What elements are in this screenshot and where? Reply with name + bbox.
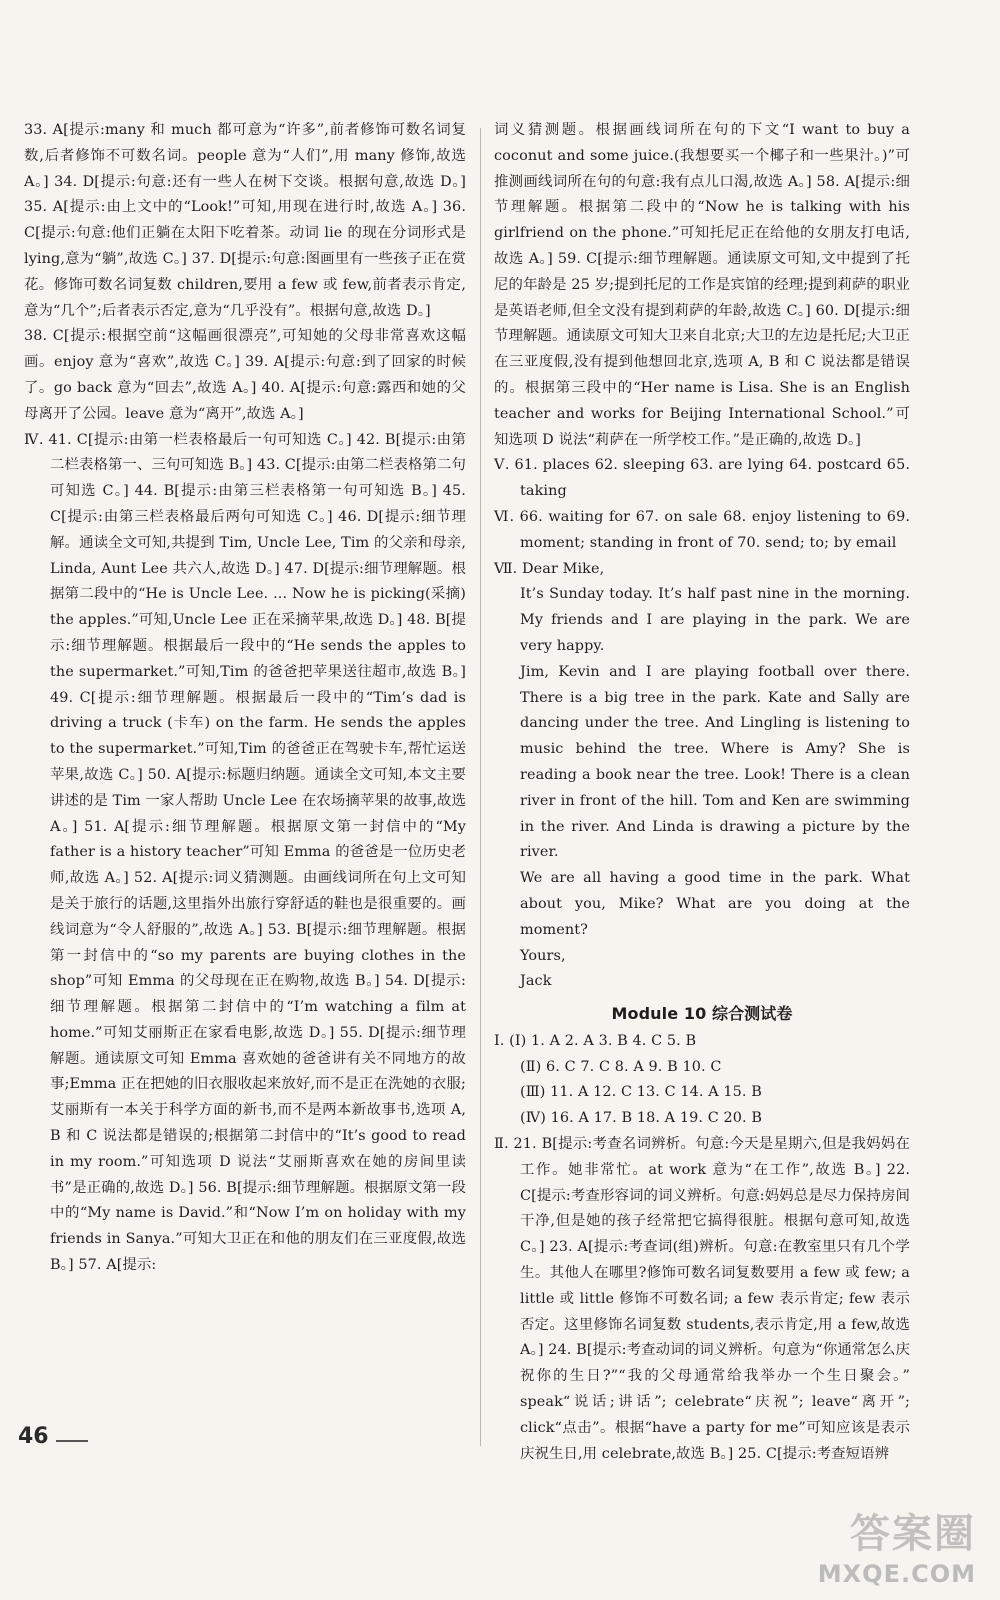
answer-block: 38. C[提示:根据空前“这幅画很漂亮”,可知她的父母非常喜欢这幅画。enjoy 意为“喜欢”,故选 C。] 39. A[提示:句意:到了回家的时候了。go back 意为“回去”,故选 A。] 40. A[提示:句意:露西和她的父母离开了公园。leave 意为“离开”,故选 A。] [24, 328, 466, 422]
column-divider [480, 128, 481, 1446]
answer-row: (Ⅲ) 11. A 12. C 13. C 14. A 15. B [520, 1084, 762, 1101]
page-number: 46 [18, 1424, 49, 1449]
letter-paragraph: We are all having a good time in the park. What about you, Mike? What are you doing at the moment? [520, 870, 910, 938]
answer-block: 33. A[提示:many 和 much 都可意为“许多”,前者修饰可数名词复数,后者修饰不可数名词。people 意为“人们”,用 many 修饰,故选 A。] 34. D[提示:句意:还有一些人在树下交谈。根据句意,故选 D。] 35. A[提示:由上文中的“Look!”可知,用现在进行时,故选 A。] 36. C[提示:句意:他们正躺在太阳下吃着茶。动词 lie 的现在分词形式是 lying,意为“躺”,故选 C。] 37. D[提示:句意:图画里有一些孩子正在赏花。修饰可数名词复数 children,要用 a few 或 few,前者表示肯定,意为“几个”;后者表示否定,意为“几乎没有”。根据句意,故选 D。] [24, 122, 466, 319]
answer-row: (Ⅳ) 16. A 17. B 18. A 19. C 20. B [520, 1110, 763, 1127]
answer-row: (Ⅱ) 6. C 7. C 8. A 9. B 10. C [520, 1058, 722, 1075]
answer-block: Ⅳ. 41. C[提示:由第一栏表格最后一句可知选 C。] 42. B[提示:由第二栏表格第一、三句可知选 B。] 43. C[提示:由第二栏表格第二句可知选 C。] 44. B[提示:由第三栏表格第一句可知选 B。] 45. C[提示:由第三栏表格最后两句可知选 C。] 46. D[提示:细节理解。通读全文可知,共提到 Tim, Uncle Lee, Tim 的父亲和母亲, Linda, Aunt Lee 共六人,故选 D。] 47. D[提示:细节理解题。根据第二段中的“He is Uncle Lee. ... Now he is picking(采摘) the apples.”可知,Uncle Lee 正在采摘苹果,故选 D。] 48. B[提示:细节理解题。根据最后一段中的“He sends the apples to the supermarket.”可知,Tim 的爸爸把苹果送往超市,故选 B。] 49. C[提示:细节理解题。根据最后一段中的“Tim’s dad is driving a truck (卡车) on the farm. He sends the apples to the supermarket.”可知,Tim 的爸爸正在驾驶卡车,帮忙运送苹果,故选 C。] 50. A[提示:标题归纳题。通读全文可知,本文主要讲述的是 Tim 一家人帮助 Uncle Lee 在农场摘苹果的故事,故选 A。] 51. A[提示:细节理解题。根据原文第一封信中的“My father is a history teacher”可知 Emma 的爸爸是一位历史老师,故选 A。] 52. A[提示:词义猜测题。由画线词所在句上文可知是关于旅行的话题,这里指外出旅行穿舒适的鞋也是很重要的。画线词意为“令人舒服的”,故选 A。] 53. B[提示:细节理解题。根据第一封信中的“so my parents are buying clothes in the shop”可知 Emma 的父母现在正在购物,故选 B。] 54. D[提示:细节理解题。根据第二封信中的“I’m watching a film at home.”可知艾丽斯正在家看电影,故选 D。] 55. D[提示:细节理解题。通读原文可知 Emma 喜欢她的爸爸讲有关不同地方的故事;Emma 正在把她的旧衣服收起来放好,而不是正在洗她的衣服;艾丽斯有一本关于科学方面的新书,而不是两本新故事书,选项 A, B 和 C 说法都是错误的;根据第二封信中的“It’s good to read in my room.”可知选项 D 说法“艾丽斯喜欢在她的房间里读书”是正确的,故选 D。] 56. B[提示:细节理解题。根据原文第一段中的“My name is David.”和“Now I’m on holiday with my friends in Sanya.”可知大卫正在和他的朋友们在三亚度假,故选 B。] 57. A[提示: [24, 431, 466, 1274]
answer-block: Ⅴ. 61. places 62. sleeping 63. are lying 64. postcard 65. taking [494, 457, 910, 500]
page-number-rule [56, 1440, 88, 1442]
watermark-text: 答案圈 [850, 1511, 976, 1557]
letter-paragraph: Jim, Kevin and I are playing football over there. There is a big tree in the park. Kate and Sally are dancing under the tree. And Lingling is listening to music behind the tree. Where is Amy? She is reading a book near the tree. Look! There is a clean river in front of the hill. Tom and Ken are swimming in the river. And Linda is drawing a picture by the river. [520, 663, 910, 861]
letter-closing: Yours, [520, 947, 566, 964]
answer-block: Ⅱ. 21. B[提示:考查名词辨析。句意:今天是星期六,但是我妈妈在工作。她非常忙。at work 意为“在工作”,故选 B。] 22. C[提示:考查形容词的词义辨析。句意:妈妈总是尽力保持房间干净,但是她的孩子经常把它搞得很脏。根据句意可知,故选 C。] 23. A[提示:考查词(组)辨析。句意:在教室里只有几个学生。其他人在哪里?修饰可数名词复数要用 a few 或 few; a little 或 little 修饰不可数名词; a few 表示肯定; few 表示否定。这里修饰名词复数 students,表示肯定,用 a few,故选 A。] 24. B[提示:考查动词的词义辨析。句意为“你通常怎么庆祝你的生日?”“我的父母通常给我举办一个生日聚会。” speak“说话;讲话”; celebrate“庆祝”; leave“离开”; click“点击”。根据“have a party for me”可知应该是表示庆祝生日,用 celebrate,故选 B。] 25. C[提示:考查短语辨 [494, 1136, 910, 1462]
answer-block: Ⅵ. 66. waiting for 67. on sale 68. enjoy listening to 69. moment; standing in front of 70. send; to; by email [494, 508, 910, 551]
answer-block: 词义猜测题。根据画线词所在句的下文“I want to buy a coconut and some juice.(我想要买一个椰子和一些果汁。)”可推测画线词所在句的句意:我有点儿口渴,故选 A。] 58. A[提示:细节理解题。根据第二段中的“Now he is talking with his girlfriend on the phone.”可知托尼正在给他的女朋友打电话,故选 A。] 59. C[提示:细节理解题。通读原文可知,文中提到了托尼的年龄是 25 岁;提到托尼的工作是宾馆的经理;提到莉萨的职业是英语老师,但全文没有提到莉萨的年龄,故选 C。] 60. D[提示:细节理解题。通读原文可知大卫来自北京;大卫的左边是托尼;大卫正在三亚度假,没有提到他想回北京,选项 A, B 和 C 说法都是错误的。根据第三段中的“Her name is Lisa. She is an English teacher and works for Beijing International School.”可知选项 D 说法“莉萨在一所学校工作。”是正确的,故选 D。] [494, 122, 910, 448]
letter-greeting: Ⅶ. Dear Mike, [494, 560, 605, 577]
answer-row: Ⅰ. (Ⅰ) 1. A 2. A 3. B 4. C 5. B [494, 1032, 697, 1049]
letter-signature: Jack [520, 973, 552, 990]
left-column [24, 118, 466, 1279]
module-heading: Module 10 综合测试卷 [611, 1004, 793, 1024]
watermark-logo [786, 1502, 976, 1592]
watermark-url: MXQE.COM [817, 1560, 976, 1588]
right-column [494, 118, 910, 1467]
letter-paragraph: It’s Sunday today. It’s half past nine in the morning. My friends and I are playing in the park. We are very happy. [520, 586, 910, 654]
